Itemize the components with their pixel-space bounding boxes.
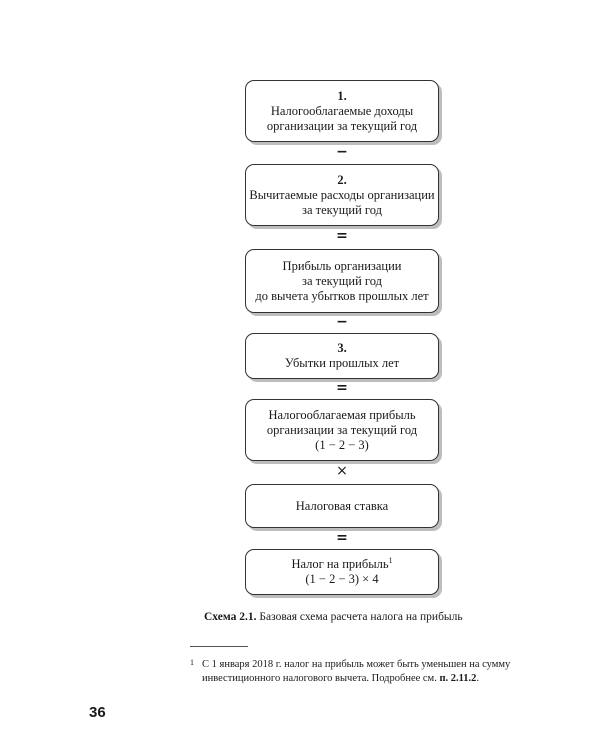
footnote-reference: 1 bbox=[388, 555, 393, 565]
box-line bbox=[291, 557, 392, 572]
caption-text: Базовая схема расчета налога на прибыль bbox=[259, 611, 463, 623]
box-line: организации за текущий год bbox=[266, 118, 418, 133]
footnote-end: . bbox=[476, 673, 480, 684]
box-line: Налогооблагаемая прибыль bbox=[268, 407, 416, 422]
footnote-divider bbox=[190, 646, 248, 647]
operator-minus: − bbox=[336, 144, 348, 160]
operator-minus: − bbox=[336, 314, 348, 330]
operator-multiply: × bbox=[336, 463, 348, 479]
box-line: (1 − 2 − 3) × 4 bbox=[305, 572, 379, 586]
box-line: Налоговая ставка bbox=[295, 498, 389, 513]
box-line: Вычитаемые расходы организации bbox=[249, 187, 435, 202]
box-profit-before-losses bbox=[245, 249, 439, 313]
box-line-text: Налог на прибыль bbox=[291, 557, 389, 571]
box-line: организации за текущий год bbox=[266, 422, 418, 437]
box-taxable-income bbox=[245, 80, 439, 142]
box-line: за текущий год bbox=[302, 202, 382, 217]
footnote bbox=[190, 658, 550, 686]
footnote-body: С 1 января 2018 г. налог на прибыль может быть уменьшен на сумму инвестиционного налогового вычета. Подробнее см. bbox=[202, 659, 511, 684]
footnote-mark: 1 bbox=[190, 658, 194, 667]
box-taxable-profit bbox=[245, 399, 439, 461]
caption-label: Схема 2.1. bbox=[204, 611, 257, 623]
footnote-text bbox=[202, 658, 550, 686]
box-line: Убытки прошлых лет bbox=[284, 356, 400, 370]
box-number: 3. bbox=[337, 341, 347, 355]
box-profit-tax bbox=[245, 549, 439, 595]
figure-caption bbox=[204, 611, 463, 623]
operator-equals: = bbox=[336, 530, 348, 546]
box-number: 1. bbox=[337, 88, 347, 103]
box-deductible-expenses bbox=[245, 164, 439, 226]
operator-equals: = bbox=[336, 228, 348, 244]
box-line: Налогооблагаемые доходы bbox=[270, 103, 414, 118]
box-line: Прибыль организации bbox=[282, 258, 402, 273]
operator-equals: = bbox=[336, 380, 348, 396]
footnote-reference-link: п. 2.11.2 bbox=[439, 673, 477, 684]
box-prior-losses bbox=[245, 333, 439, 379]
box-tax-rate bbox=[245, 484, 439, 528]
box-line: за текущий год bbox=[302, 273, 382, 288]
box-number: 2. bbox=[337, 172, 347, 187]
page-number: 36 bbox=[89, 704, 106, 721]
box-line: до вычета убытков прошлых лет bbox=[255, 288, 429, 303]
box-line: (1 − 2 − 3) bbox=[315, 437, 369, 452]
